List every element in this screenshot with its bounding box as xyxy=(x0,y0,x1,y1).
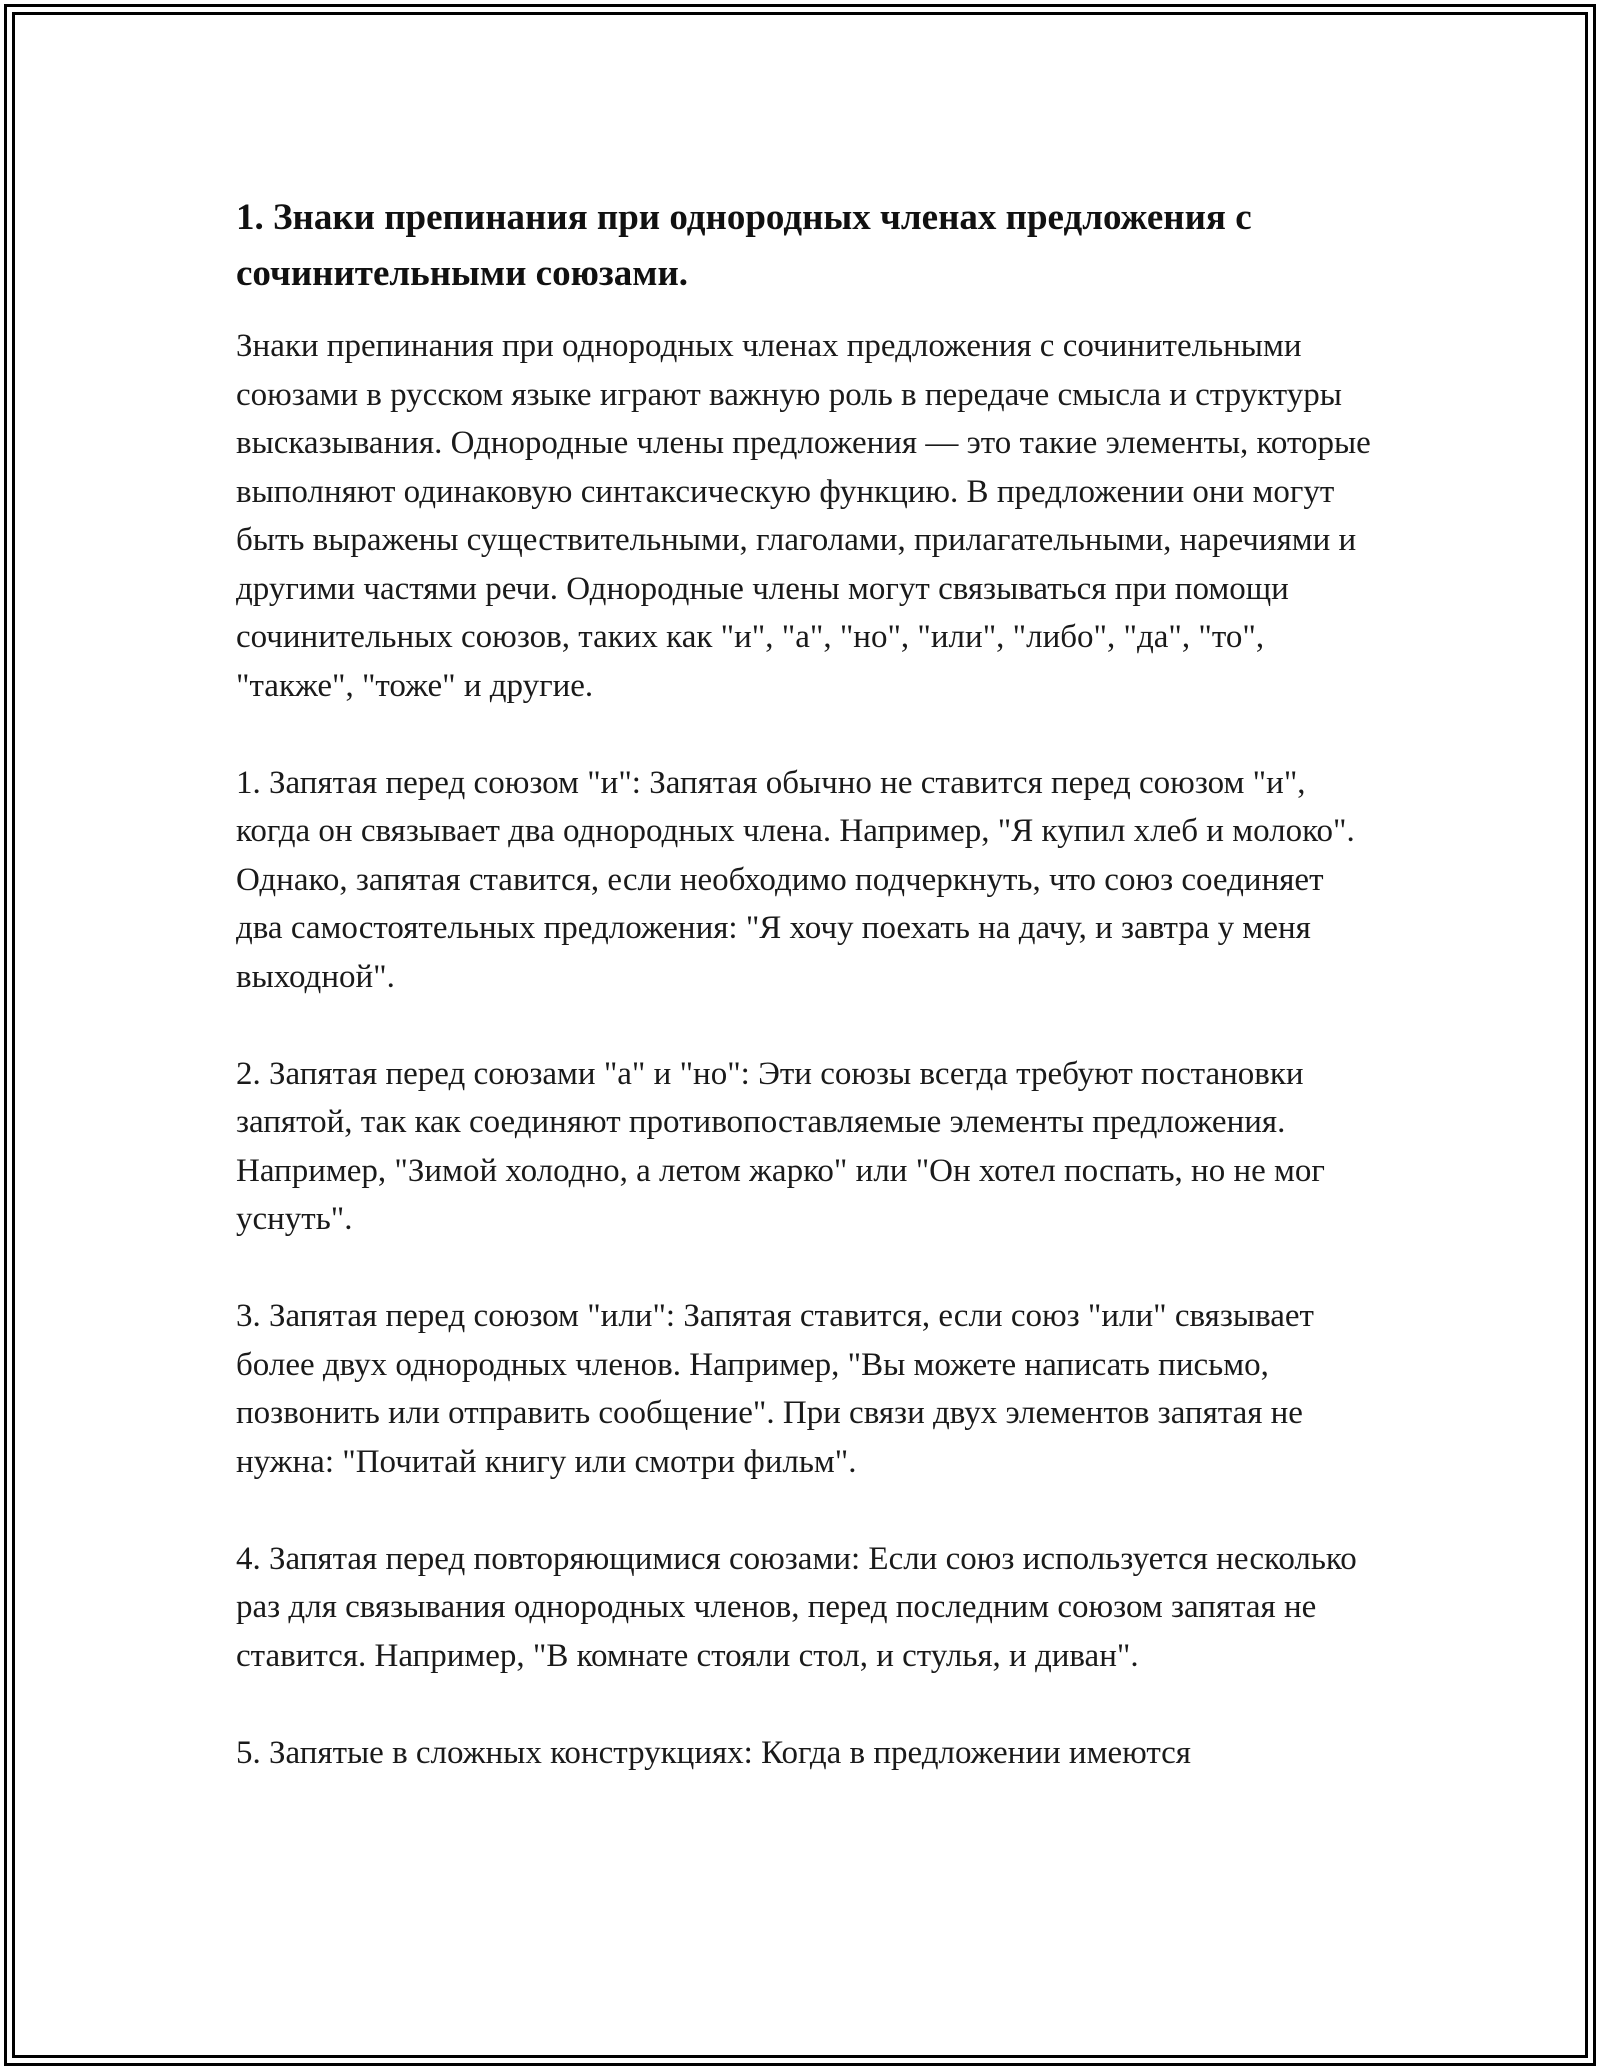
list-item-repeated-conjunctions: 4. Запятая перед повторяющимися союзами: Если союз используется несколько раз для связывания однородных членов, перед последним союзом запятая не ставится. Например, "В комнате стояли стол, и стулья, и диван". xyxy=(236,1540,1357,1674)
document-title: 1. Знаки препинания при однородных членах предложения с сочинительными союзами. xyxy=(236,197,1252,294)
intro-paragraph: Знаки препинания при однородных членах предложения с сочинительными союзами в русском языке играют важную роль в передаче смысла и структуры высказывания. Однородные члены предложения — это такие элементы, которые выполняют одинаковую синтаксическую функцию. В предложении они могут быть выражены существительными, глаголами, прилагательными, наречиями и другими частями речи. Однородные члены могут связываться при помощи сочинительных союзов, таких как "и", "а", "но", "или", "либо", "да", "то", "также", "тоже" и другие. xyxy=(236,328,1371,704)
list-item-comma-before-i: 1. Запятая перед союзом "и": Запятая обычно не ставится перед союзом "и", когда он связывает два однородных члена. Например, "Я купил хлеб и молоко". Однако, запятая ставится, если необходимо подчеркнуть, что союз соединяет два самостоятельных предложения: "Я хочу поехать на дачу, и завтра у меня выходной". xyxy=(236,764,1355,995)
document-body xyxy=(236,190,1376,1777)
list-item-complex-constructions: 5. Запятые в сложных конструкциях: Когда в предложении имеются xyxy=(236,1734,1191,1771)
list-item-comma-before-a-no: 2. Запятая перед союзами "а" и "но": Эти союзы всегда требуют постановки запятой, так как соединяют противопоставляемые элементы предложения. Например, "Зимой холодно, а летом жарко" или "Он хотел поспать, но не мог уснуть". xyxy=(236,1055,1325,1237)
list-item-comma-before-ili: 3. Запятая перед союзом "или": Запятая ставится, если союз "или" связывает более двух однородных членов. Например, "Вы можете написать письмо, позвонить или отправить сообщение". При связи двух элементов запятая не нужна: "Почитай книгу или смотри фильм". xyxy=(236,1298,1314,1480)
